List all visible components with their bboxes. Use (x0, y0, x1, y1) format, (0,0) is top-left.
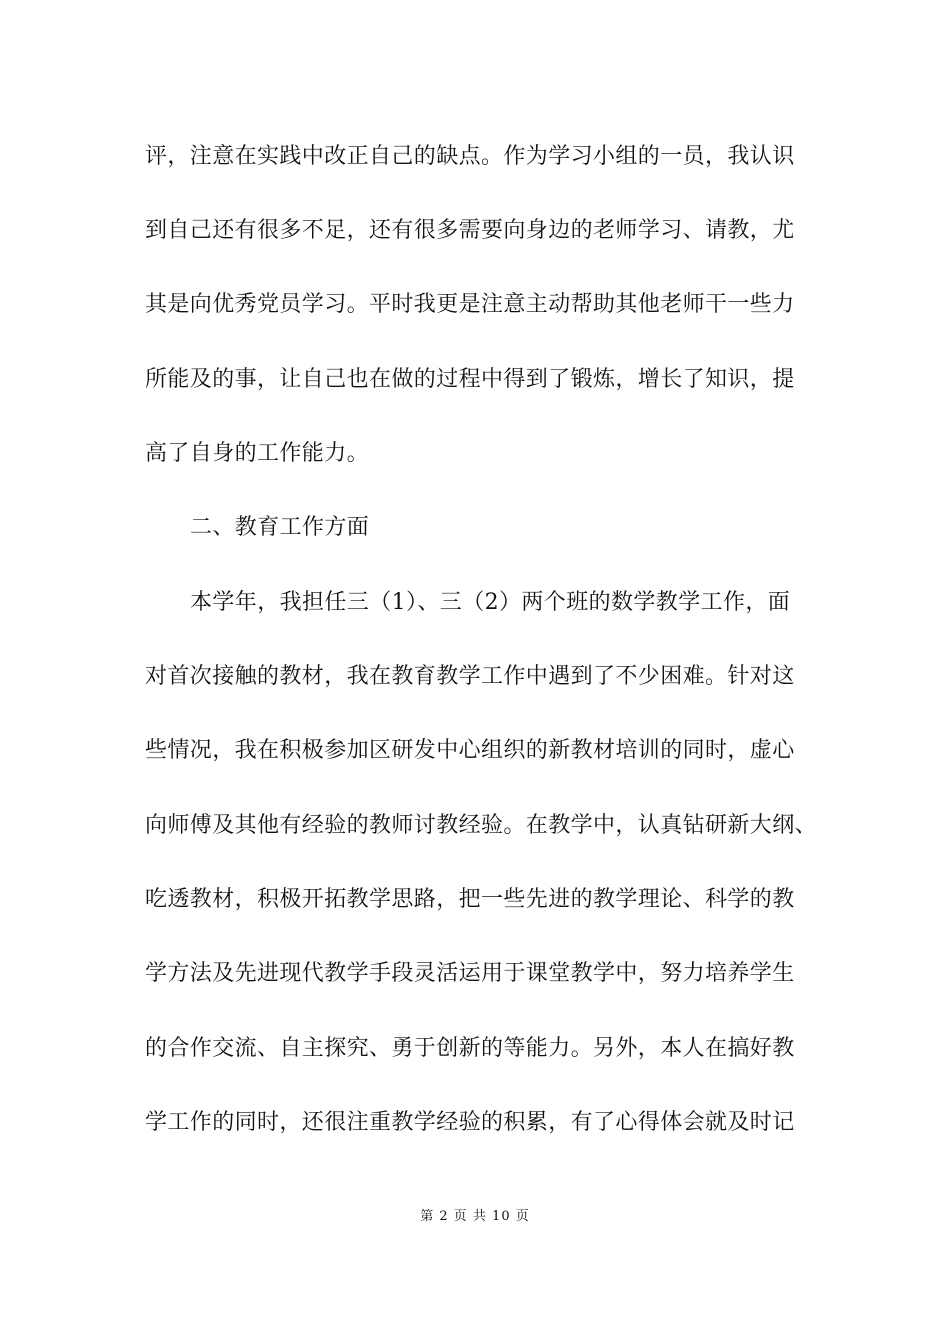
paragraph-line-12: 的合作交流、自主探究、勇于创新的等能力。另外，本人在搞好教 (145, 1036, 795, 1061)
paragraph-line-1: 评，注意在实践中改正自己的缺点。作为学习小组的一员，我认识 (145, 144, 795, 169)
paragraph-line-2: 到自己还有很多不足，还有很多需要向身边的老师学习、请教，尤 (145, 218, 795, 243)
paragraph-line-3: 其是向优秀党员学习。平时我更是注意主动帮助其他老师干一些力 (145, 292, 795, 317)
paragraph-line-4: 所能及的事，让自己也在做的过程中得到了锻炼，增长了知识，提 (145, 367, 795, 392)
paragraph-line-11: 学方法及先进现代教学手段灵活运用于课堂教学中，努力培养学生 (145, 961, 795, 986)
paragraph-line-13: 学工作的同时，还很注重教学经验的积累，有了心得体会就及时记 (145, 1110, 795, 1135)
paragraph-line-7: 对首次接触的教材，我在教育教学工作中遇到了不少困难。针对这 (145, 664, 795, 689)
paragraph-line-6: 本学年，我担任三（1）、三（2）两个班的数学教学工作，面 (190, 590, 791, 615)
paragraph-line-5: 高了自身的工作能力。 (145, 441, 370, 466)
paragraph-line-9: 向师傅及其他有经验的教师讨教经验。在教学中，认真钻研新大纲、 (145, 813, 818, 838)
section-heading: 二、教育工作方面 (190, 515, 370, 540)
page-number-footer: 第 2 页 共 10 页 (420, 1209, 530, 1224)
paragraph-line-8: 些情况，我在积极参加区研发中心组织的新教材培训的同时，虚心 (145, 738, 795, 763)
paragraph-line-10: 吃透教材，积极开拓教学思路，把一些先进的教学理论、科学的教 (145, 887, 795, 912)
